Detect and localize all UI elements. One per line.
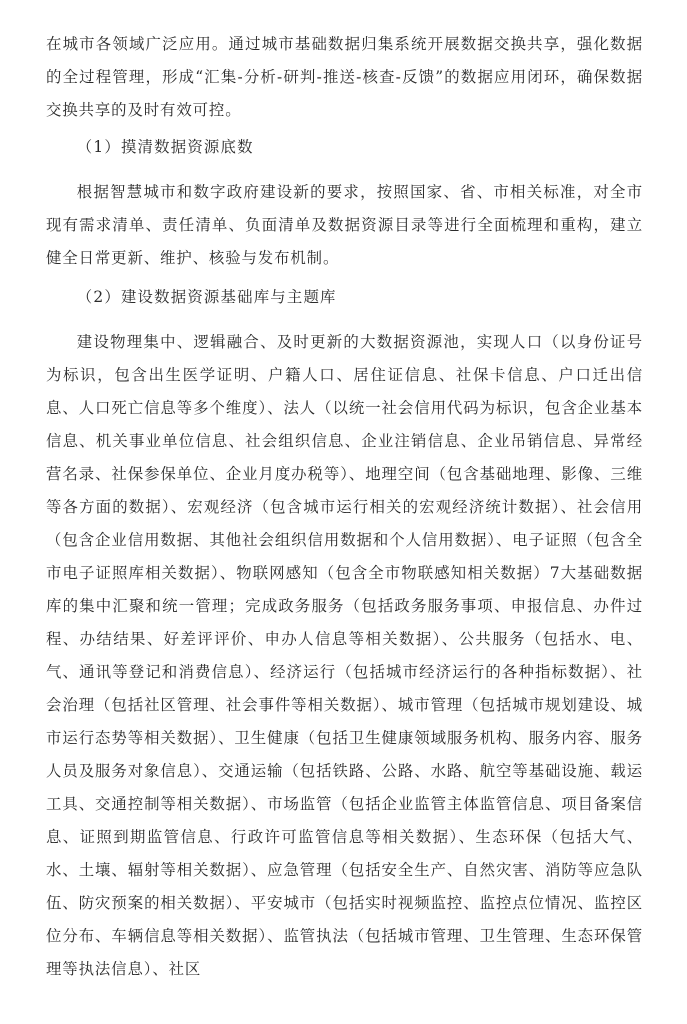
section-heading-2: （2）建设数据资源基础库与主题库	[76, 288, 337, 306]
section-heading-1: （1）摸清数据资源底数	[76, 138, 254, 156]
body-paragraph-3: 建设物理集中、逻辑融合、及时更新的大数据资源池，实现人口（以身份证号为标识，包含出生医学证明、户籍人口、居住证信息、社保卡信息、户口迁出信息、人口死亡信息等多个维度）、法人（以统一社会信用代码为标识，包含企业基本信息、机关事业单位信息、社会组织信息、企业注销信息、企业吊销信息、异常经营名录、社保参保单位、企业月度办税等）、地理空间（包含基础地理、影像、三维等各方面的数据）、宏观经济（包含城市运行相关的宏观经济统计数据）、社会信用（包含企业信用数据、其他社会组织信用数据和个人信用数据）、电子证照（包含全市电子证照库相关数据）、物联网感知（包含全市物联感知相关数据）7大基础数据库的集中汇聚和统一管理；完成政务服务（包括政务服务事项、申报信息、办件过程、办结结果、好差评评价、申办人信息等相关数据）、公共服务（包括水、电、气、通讯等登记和消费信息）、经济运行（包括城市经济运行的各种指标数据）、社会治理（包括社区管理、社会事件等相关数据）、城市管理（包括城市规划建设、城市运行态势等相关数据）、卫生健康（包括卫生健康领域服务机构、服务内容、服务人员及服务对象信息）、交通运输（包括铁路、公路、水路、航空等基础设施、载运工具、交通控制等相关数据）、市场监管（包括企业监管主体监管信息、项目备案信息、证照到期监管信息、行政许可监管信息等相关数据）、生态环保（包括大气、水、土壤、辐射等相关数据）、应急管理（包括安全生产、自然灾害、消防等应急队伍、防灾预案的相关数据）、平安城市（包括实时视频监控、监控点位情况、监控区位分布、车辆信息等相关数据）、监管执法（包括城市管理、卫生管理、生态环保管理等执法信息）、社区	[46, 333, 643, 978]
body-paragraph-2: 根据智慧城市和数字政府建设新的要求，按照国家、省、市相关标准，对全市现有需求清单、责任清单、负面清单及数据资源目录等进行全面梳理和重构，建立健全日常更新、维护、核验与发布机制。	[46, 183, 643, 267]
body-paragraph-1: 在城市各领域广泛应用。通过城市基础数据归集系统开展数据交换共享，强化数据的全过程管理，形成“汇集-分析-研判-推送-核查-反馈”的数据应用闭环，确保数据交换共享的及时有效可控。	[46, 35, 643, 119]
